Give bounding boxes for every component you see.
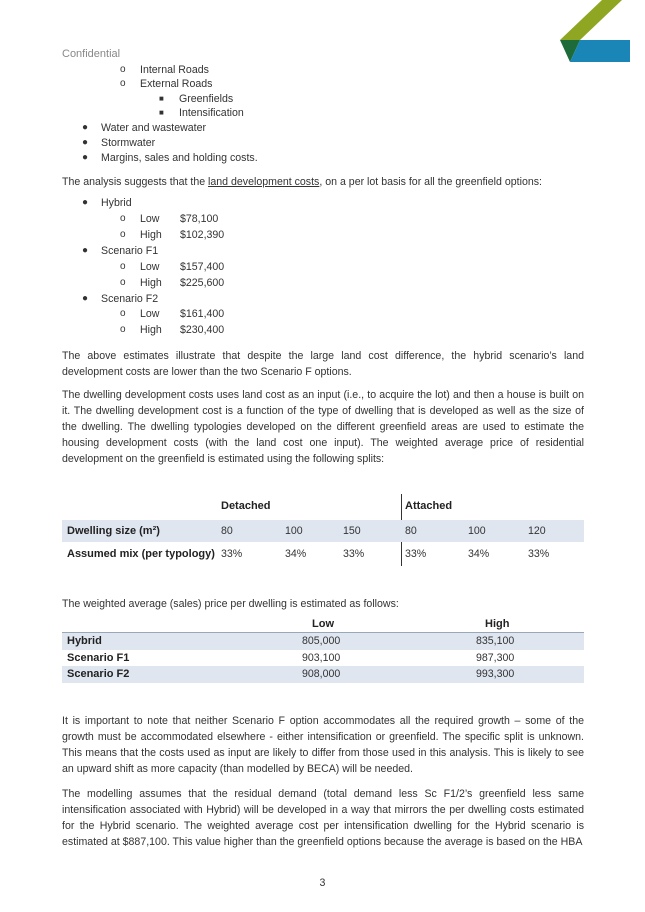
mix-cell: 33% [528,548,550,560]
circle-bullet: o [120,277,126,288]
dot-bullet: ● [82,293,89,304]
high-header: High [485,618,510,630]
land-development-costs-link[interactable]: land development costs [208,176,320,188]
mix-cell: 33% [221,548,243,560]
cost-f2-low: Low $161,400 [140,308,225,320]
high-value: 835,100 [476,635,515,647]
list-item-water: Water and wastewater [101,122,207,134]
list-item-greenfields: Greenfields [179,93,234,105]
high-value: 987,300 [476,651,515,664]
dot-bullet: ● [82,152,89,163]
attached-header: Attached [405,500,453,512]
table-header-row [62,616,584,633]
dwelling-size-label: Dwelling size (m²) [67,525,160,537]
paragraph-estimates: The above estimates illustrate that despite the large land cost difference, the hybrid scenario’s land development costs are lower than the two Scenario F options. [62,350,584,378]
cost-group-hybrid: Hybrid [101,197,132,209]
logo-teal-shape [570,40,630,62]
list-item-margins: Margins, sales and holding costs. [101,152,258,164]
size-cell: 120 [528,525,546,537]
mix-cell: 34% [468,548,490,560]
list-item-intensification: Intensification [179,107,244,119]
para1-after: , on a per lot basis for all the greenfield options: [319,176,542,188]
dot-bullet: ● [82,197,89,208]
low-value: 805,000 [302,635,341,647]
para1-before: The analysis suggests that the [62,176,209,188]
confidential-label: Confidential [62,48,121,60]
list-item-internal-roads: Internal Roads [140,64,209,76]
list-item-stormwater: Stormwater [101,137,156,149]
circle-bullet: o [120,78,126,89]
paragraph-weighted-average: The weighted average (sales) price per dwelling is estimated as follows: [62,598,399,610]
mix-cell: 33% [343,548,365,560]
row-label: Hybrid [67,635,102,647]
price-table [62,616,584,683]
paragraph-dwelling-costs: The dwelling development costs uses land cost as an input (i.e., to acquire the lot) and then a house is built on it. The dwelling development cost is a function of the type of dwelling that is developed as well as the size of the dwelling. The dwelling typologies developed on the different greenfield areas are used to estimate the housing development costs (with the land cost one input). The weighted average price of residential development on the greenfield is estimated using the following splits: [62,389,584,465]
circle-bullet: o [120,213,126,224]
cost-f1-high: High $225,600 [140,277,225,289]
cost-group-f1: Scenario F1 [101,245,159,257]
list-item-external-roads: External Roads [140,78,213,90]
square-bullet: ■ [159,108,164,117]
size-cell: 80 [405,525,417,537]
assumed-mix-label: Assumed mix (per typology) [67,548,215,560]
table-row [62,650,584,667]
cost-group-f2: Scenario F2 [101,293,159,305]
dot-bullet: ● [82,245,89,256]
circle-bullet: o [120,324,126,335]
low-value: 908,000 [302,668,341,680]
dot-bullet: ● [82,137,89,148]
mix-cell: 33% [405,548,427,560]
mix-cell: 34% [285,548,307,560]
size-cell: 100 [468,525,486,537]
detached-header: Detached [221,500,271,512]
square-bullet: ■ [159,94,164,103]
paragraph-land-cost-intro [62,174,584,190]
table-row-dwelling-size [62,520,584,542]
cost-hybrid-high: High $102,390 [140,229,225,241]
low-header: Low [312,618,334,630]
cost-f2-high: High $230,400 [140,324,225,336]
circle-bullet: o [120,64,126,75]
circle-bullet: o [120,261,126,272]
row-label: Scenario F2 [67,668,130,680]
table-row-assumed-mix [62,543,584,565]
dwelling-mix-table [62,494,584,568]
low-value: 903,100 [302,651,341,664]
size-cell: 80 [221,525,233,537]
paragraph-scenario-growth: It is important to note that neither Scenario F option accommodates all the required growth – some of the growth must be accommodated elsewhere - either intensification or greenfield. The specific split is unknown. This means that the costs used as input are likely to differ from those used in this analysis. This is likely to see an upward shift as more capacity (than modelled by BECA) will be needed. [62,715,584,775]
size-cell: 100 [285,525,303,537]
cost-hybrid-low: Low $78,100 [140,213,219,225]
cost-f1-low: Low $157,400 [140,261,225,273]
row-label: Scenario F1 [67,651,130,664]
circle-bullet: o [120,229,126,240]
table-row [62,666,584,683]
table-row [62,633,584,650]
logo-olive-shape [560,0,622,40]
high-value: 993,300 [476,668,515,680]
company-logo [560,0,630,62]
dot-bullet: ● [82,122,89,133]
paragraph-modelling-assumptions: The modelling assumes that the residual demand (total demand less Sc F1/2’s greenfield less same intensification associated with Hybrid) will be developed in a way that mirrors the per dwelling costs estimated for the Hybrid scenario. The weighted average cost per intensification dwelling for the Hybrid scenario is estimated at $887,100. This value higher than the greenfield options because the average is based on the HBA [62,788,584,848]
page-number: 3 [319,877,326,889]
size-cell: 150 [343,525,361,537]
circle-bullet: o [120,308,126,319]
